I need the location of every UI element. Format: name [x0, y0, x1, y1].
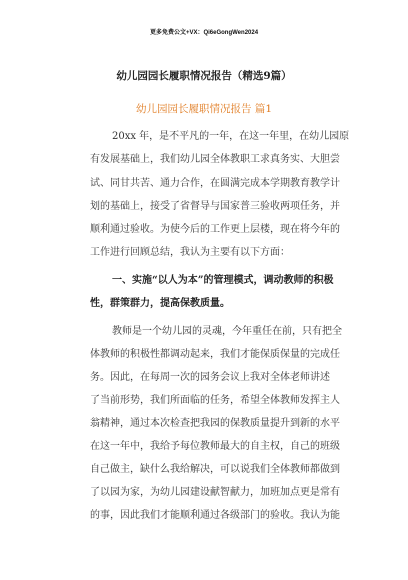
section-heading: 幼儿园园长履职情况报告 篇1 [135, 103, 273, 115]
paragraph-2-line: 自己做主，缺什么我给解决，可以说我们全体教师都做到 [90, 464, 340, 475]
paragraph-2-line: 体教师的积极性都调动起来，我们才能保质保量的完成任 [90, 349, 340, 360]
paragraph-2-line: 务。因此，在每周一次的园务会议上我对全体老师讲述 [90, 372, 330, 383]
subheading-line: 一、实施“以人为本”的管理模式，调动教师的积极 [112, 275, 334, 286]
paragraph-2-line: 了以园为家，为幼儿园建设献智献力，加班加点更是常有 [90, 487, 340, 498]
document-title: 幼儿园园长履职情况报告（精选9篇） [116, 70, 292, 82]
paragraph-1-line: 20xx 年，是不平凡的一年，在这一年里，在幼儿园原 [112, 131, 350, 142]
paragraph-1-line: 有发展基础上，我们幼儿园全体教职工求真务实、大胆尝 [90, 154, 340, 165]
paragraph-1-line: 工作进行回顾总结，我认为主要有以下方面： [90, 247, 290, 258]
paragraph-1-line: 顺利通过验收。为使今后的工作更上层楼，现在将今年的 [90, 224, 340, 235]
paragraph-1-line: 划的基础上，接受了省督导与国家普三验收两项任务，并 [90, 201, 340, 212]
paragraph-2-line: 的事，因此我们才能顺利通过各级部门的验收。我认为能 [90, 510, 340, 521]
paragraph-2-line: 了当前形势，我们所面临的任务，希望全体教师发挥主人 [90, 395, 340, 406]
paragraph-1-line: 试、同甘共苦、通力合作，在圆满完成本学期教育教学计 [90, 178, 340, 189]
paragraph-2-line: 在这一年中，我给予每位教师最大的自主权，自己的班级 [90, 441, 340, 452]
subheading-line: 性，群策群力，提高保教质量。 [90, 298, 230, 309]
header-note: 更多免费公文+VX：Qi6eGongWen2024 [149, 30, 259, 36]
paragraph-2-line: 翁精神，通过本次检查把我园的保教质量提升到新的水平 [90, 418, 340, 429]
paragraph-2-line: 教师是一个幼儿园的灵魂，今年重任在前，只有把全 [112, 326, 342, 337]
